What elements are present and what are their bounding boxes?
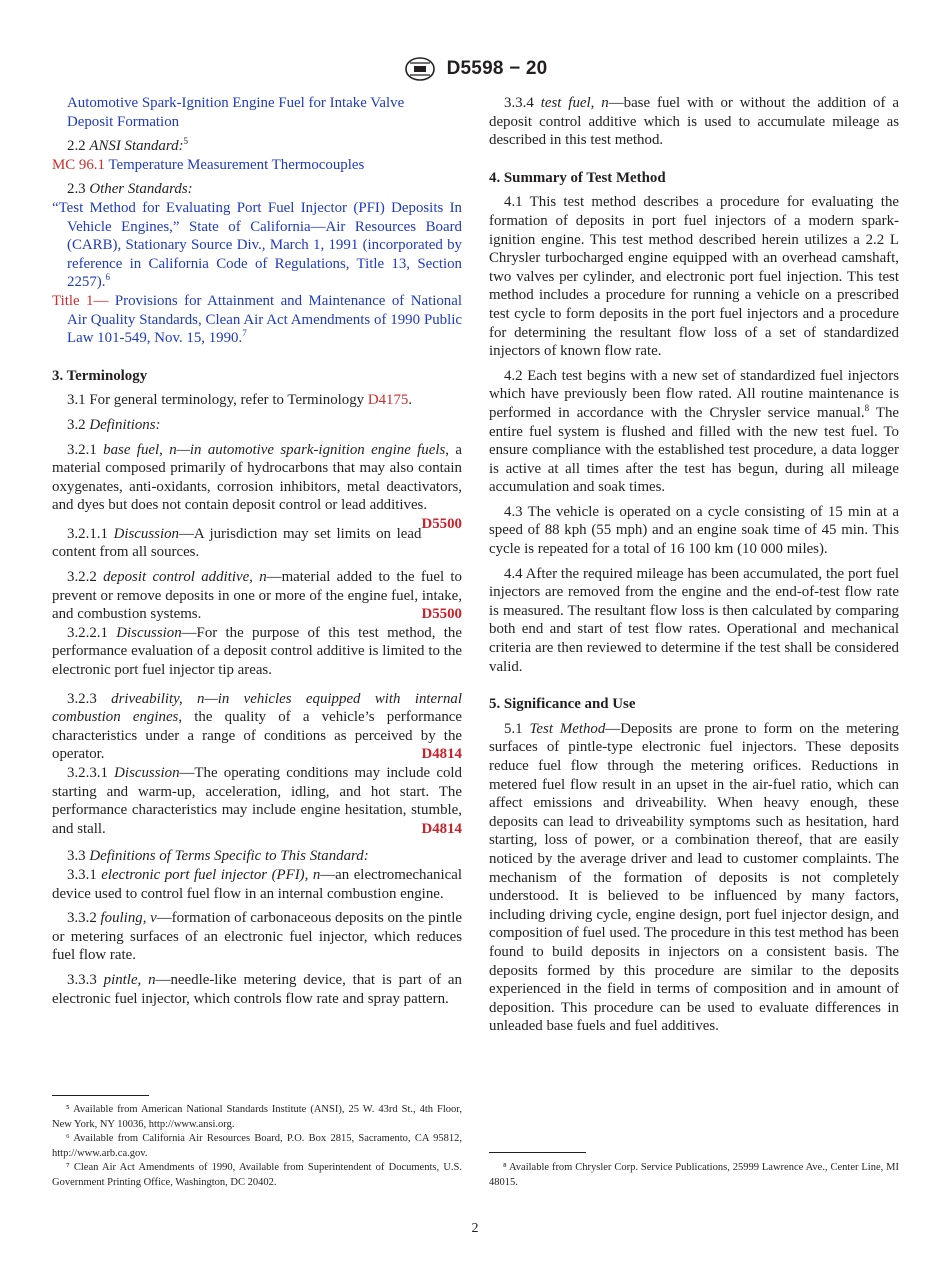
para-3-2: 3.2 Definitions: [67, 416, 161, 433]
para-3-2-1-1: 3.2.1.1 Discussion—A jurisdiction may set limits on lead content from all sources. [52, 525, 422, 561]
reference-carb[interactable]: “Test Method for Evaluating Port Fuel Injector (PFI) Deposits In Vehicle Engines,” State of California—Air Resources Board (CARB), Stationary Source Div., March 1, 1991 (incorporated by reference in California Code of Regulations, Title 13, Section 2257).$^6$ [52, 199, 462, 291]
link-d5500[interactable]: D5500 [421, 515, 462, 532]
link-d4814[interactable]: D4814 [421, 746, 462, 763]
section-2-3: 2.3 Other Standards: [67, 181, 193, 198]
left-column [52, 94, 462, 1008]
para-3-3: 3.3 Definitions of Terms Specific to This Standard: [67, 848, 369, 865]
para-4-1: 4.1 This test method describes a procedure for evaluating the formation of deposits in port fuel injectors of a modern spark-ignition engine. This test method described herein utilizes a 2.2 L Chrysler turbocharged engine equipped with an overhead camshaft, two valves per cylinder, and electronic port fuel injection. This test method includes a procedure for running a vehicle on a prescribed test cycle to form deposits in the port fuel injectors and a procedure for determining the resultant flow loss of a set of standardized injectors of known flow rate. [489, 194, 899, 360]
footnote-separator-right [489, 1152, 586, 1153]
para-3-2-1: 3.2.1 base fuel, n—in automotive spark-ignition engine fuels, a material composed primarily of hydrocarbons that may also contain oxygenates, anti-oxidants, corrosion inhibitors, metal deactivators, and dyes but does not contain deposit control or lead additives. D5500 [52, 441, 462, 532]
para-3-2-2-1: 3.2.2.1 Discussion—For the purpose of this test method, the performance evaluation of a deposit control additive is limited to the electronic port fuel injector tip areas. [52, 624, 462, 679]
astm-logo-icon [403, 57, 437, 81]
para-3-3-1: 3.3.1 electronic port fuel injector (PFI), n—an electromechanical device used to control fuel flow in an internal combustion engine. [52, 866, 462, 902]
para-3-2-3: 3.2.3 driveability, n—in vehicles equipped with internal combustion engines, the quality of a vehicle’s performance characteristics under a range of conditions as perceived by the operator. D4814 [52, 690, 463, 763]
link-d4175[interactable]: D4175 [367, 392, 409, 409]
para-3-3-3: 3.3.3 pintle, n—needle-like metering device, that is part of an electronic fuel injector, which controls flow rate and spray pattern. [52, 971, 462, 1007]
para-5-1: 5.1 Test Method—Deposits are prone to form on the metering surfaces of pintle-type electronic fuel injectors. These deposits reduce fuel flow through the metering orifices. Reductions in metered fuel flow result in an upset in the air-fuel ratio, which can affect emissions and driveability. When heavy enough, these deposits can lead to driveability symptoms such as hesitation, hard starting, loss of power, or a combination thereof, that are easily noticed by the average driver and lead to customer complaints. The mechanism of the formation of deposits is not completely understood. It is believed to be influenced by many factors, including driving cycle, engine design, port fuel injector design, and composition of fuel used. The procedure in this test method has been found to build deposits in injectors on a consistent basis. The deposits formed by this procedure are similar to the deposits experienced in the field in terms of composition and in amount of deposition. This procedure can be used to evaluate differences in unleaded base fuels and fuel additives. [489, 720, 899, 1035]
reference-title-1[interactable]: Title 1— Provisions for Attainment and Maintenance of National Air Quality Standards, Clean Air Act Amendments of 1990 Public Law 101-549, Nov. 15, 1990.$^7$ [52, 292, 462, 347]
section-5-heading: 5. Significance and Use [489, 696, 636, 713]
link-d5500[interactable]: D5500 [421, 606, 462, 623]
para-3-2-3-1: 3.2.3.1 Discussion—The operating conditions may include cold starting and warm-up, acceleration, idling, and hot start. The performance characteristics may include engine hesitation, stumble, and stall. D4814 [52, 765, 462, 837]
para-4-3: 4.3 The vehicle is operated on a cycle consisting of 15 min at a speed of 88 kph (55 mph) and an engine soak time of 45 min. This cycle is repeated for a total of 16 100 km (10 000 miles). [489, 503, 899, 558]
para-3-3-2: 3.3.2 fouling, v—formation of carbonaceous deposits on the pintle or metering surfaces of an electronic fuel injector, which reduces fuel flow rate. [52, 910, 462, 964]
para-4-2: 4.2 Each test begins with a new set of standardized fuel injectors which have previously been flow rated. All routine maintenance is performed in accordance with the Chrysler service manual.$^8$ The entire fuel system is flushed and filled with the new test fuel. To ensure compliance with the established test procedure, a data logger is active at all times after the test has begun, during all mileage accumulation and soak times. [489, 367, 899, 496]
footnote-separator-left [52, 1095, 149, 1096]
section-2-2: 2.2 ANSI Standard:$^5$ [67, 136, 189, 155]
footnote-5: ⁵ Available from American National Standards Institute (ANSI), 25 W. 43rd St., 4th Floor, New York, NY 10036, http://www.ansi.org. [52, 1104, 462, 1130]
footnote-8: ⁸ Available from Chrysler Corp. Service Publications, 25999 Lawrence Ave., Center Line, MI 48015. [489, 1162, 899, 1188]
para-4-4: 4.4 After the required mileage has been accumulated, the port fuel injectors are removed from the engine and the end-of-test flow rate is measured. The resultant flow loss is then calculated by comparing both end and start of test flow rates. Operational and mechanical criteria are then reviewed to determine if the test shall be considered valid. [489, 565, 899, 675]
section-3-heading: 3. Terminology [52, 367, 148, 384]
footnote-6: ⁶ Available from California Air Resources Board, P.O. Box 2815, Sacramento, CA 95812, http://www.arb.ca.gov. [52, 1133, 462, 1159]
document-designation: D5598 − 20 [446, 58, 548, 79]
para-3-1: 3.1 For general terminology, refer to Terminology D4175. [67, 392, 413, 409]
para-3-2-2: 3.2.2 deposit control additive, n—material added to the fuel to prevent or remove deposits in one or more of the engine fuel, intake, and combustion systems. D5500 [52, 569, 462, 623]
footnotes-right [489, 1161, 899, 1190]
link-d4814[interactable]: D4814 [421, 820, 462, 837]
section-4-heading: 4. Summary of Test Method [489, 169, 666, 186]
para-3-3-4: 3.3.4 test fuel, n—base fuel with or without the addition of a deposit control additive which is used to accumulate mileage as described in this test method. [489, 95, 899, 149]
page-number: 2 [471, 1221, 479, 1236]
footnotes-left [52, 1103, 462, 1190]
reference-continuation[interactable]: Automotive Spark-Ignition Engine Fuel for Intake Valve Deposit Formation [67, 95, 405, 130]
right-column [489, 94, 899, 1036]
footnote-7: ⁷ Clean Air Act Amendments of 1990, Available from Superintendent of Documents, U.S. Government Printing Office, Washington, DC 20402. [52, 1162, 462, 1188]
page-header [0, 57, 950, 83]
reference-mc-96-1[interactable]: MC 96.1 Temperature Measurement Thermocouples [52, 156, 365, 173]
